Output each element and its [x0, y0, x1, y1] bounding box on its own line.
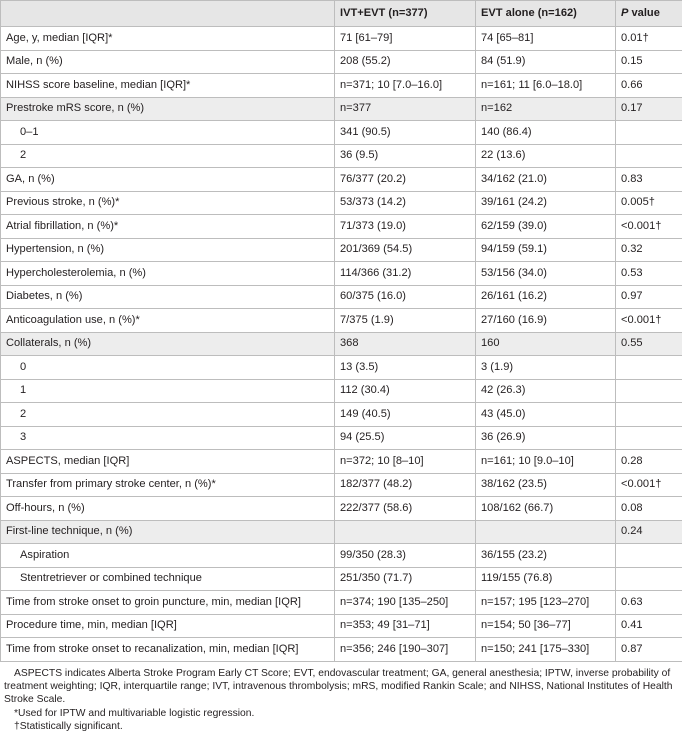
ivt-evt-value: 368	[335, 332, 476, 356]
header-evt-alone: EVT alone (n=162)	[476, 1, 616, 27]
evt-alone-value: n=157; 195 [123–270]	[476, 591, 616, 615]
row-label: Age, y, median [IQR]*	[1, 27, 335, 51]
table-row	[1, 121, 682, 145]
table-row	[1, 403, 682, 427]
ivt-evt-value: 7/375 (1.9)	[335, 309, 476, 333]
header-p-value	[616, 1, 682, 27]
p-value: 0.08	[616, 497, 682, 521]
row-label: Collaterals, n (%)	[1, 332, 335, 356]
table-row	[1, 497, 682, 521]
p-value	[616, 144, 682, 168]
row-label: Anticoagulation use, n (%)*	[1, 309, 335, 333]
p-value: 0.15	[616, 50, 682, 74]
row-label: 2	[1, 403, 335, 427]
row-label: Male, n (%)	[1, 50, 335, 74]
p-value: 0.41	[616, 614, 682, 638]
iptw-footnote: *Used for IPTW and multivariable logistic regression.	[4, 707, 678, 720]
row-label: Aspiration	[1, 544, 335, 568]
p-value: 0.32	[616, 238, 682, 262]
p-value	[616, 121, 682, 145]
p-value	[616, 403, 682, 427]
p-value: 0.01†	[616, 27, 682, 51]
row-label: 0–1	[1, 121, 335, 145]
row-label: 0	[1, 356, 335, 380]
evt-alone-value: 53/156 (34.0)	[476, 262, 616, 286]
evt-alone-value: n=154; 50 [36–77]	[476, 614, 616, 638]
ivt-evt-value: 13 (3.5)	[335, 356, 476, 380]
row-label: 3	[1, 426, 335, 450]
table-row	[1, 74, 682, 98]
row-label: Time from stroke onset to recanalization, min, median [IQR]	[1, 638, 335, 662]
ivt-evt-value: 251/350 (71.7)	[335, 567, 476, 591]
evt-alone-value: 160	[476, 332, 616, 356]
row-label: Diabetes, n (%)	[1, 285, 335, 309]
table-row	[1, 262, 682, 286]
evt-alone-value: n=162	[476, 97, 616, 121]
row-label: Time from stroke onset to groin puncture, min, median [IQR]	[1, 591, 335, 615]
p-value: 0.28	[616, 450, 682, 474]
p-value	[616, 356, 682, 380]
significance-footnote: †Statistically significant.	[4, 720, 678, 733]
p-value: 0.55	[616, 332, 682, 356]
table-row	[1, 544, 682, 568]
ivt-evt-value: n=353; 49 [31–71]	[335, 614, 476, 638]
table-row	[1, 473, 682, 497]
table-row	[1, 238, 682, 262]
table-header-row	[1, 1, 682, 27]
ivt-evt-value: 149 (40.5)	[335, 403, 476, 427]
table-row	[1, 27, 682, 51]
header-value-word: value	[632, 7, 660, 19]
ivt-evt-value: 76/377 (20.2)	[335, 168, 476, 192]
ivt-evt-value: 201/369 (54.5)	[335, 238, 476, 262]
ivt-evt-value: 114/366 (31.2)	[335, 262, 476, 286]
row-label: Transfer from primary stroke center, n (%)*	[1, 473, 335, 497]
header-p-letter: P	[621, 7, 628, 19]
table-row	[1, 168, 682, 192]
evt-alone-value: 108/162 (66.7)	[476, 497, 616, 521]
row-label: NIHSS score baseline, median [IQR]*	[1, 74, 335, 98]
abbreviations-note: ASPECTS indicates Alberta Stroke Program Early CT Score; EVT, endovascular treatment; GA, general anesthesia; IPTW, inverse probability of treatment weighting; IQR, interquartile range; IVT, intravenous thrombolysis; mRS, modified Rankin Scale; and NIHSS, National Institutes of Health Stroke Scale.	[4, 667, 678, 707]
table-row	[1, 332, 682, 356]
evt-alone-value: 119/155 (76.8)	[476, 567, 616, 591]
ivt-evt-value: n=377	[335, 97, 476, 121]
p-value: 0.66	[616, 74, 682, 98]
row-label: ASPECTS, median [IQR]	[1, 450, 335, 474]
row-label: Off-hours, n (%)	[1, 497, 335, 521]
evt-alone-value: 34/162 (21.0)	[476, 168, 616, 192]
p-value	[616, 544, 682, 568]
evt-alone-value: n=150; 241 [175–330]	[476, 638, 616, 662]
table-footnotes	[0, 662, 682, 734]
p-value: <0.001†	[616, 473, 682, 497]
table-row	[1, 379, 682, 403]
row-label: 2	[1, 144, 335, 168]
ivt-evt-value: n=372; 10 [8–10]	[335, 450, 476, 474]
p-value: 0.005†	[616, 191, 682, 215]
p-value	[616, 567, 682, 591]
table-row	[1, 426, 682, 450]
row-label: Hypertension, n (%)	[1, 238, 335, 262]
evt-alone-value: 26/161 (16.2)	[476, 285, 616, 309]
p-value: 0.17	[616, 97, 682, 121]
header-ivt-evt: IVT+EVT (n=377)	[335, 1, 476, 27]
table-row	[1, 144, 682, 168]
table-body	[1, 27, 682, 662]
row-label: GA, n (%)	[1, 168, 335, 192]
ivt-evt-value: 208 (55.2)	[335, 50, 476, 74]
evt-alone-value: 27/160 (16.9)	[476, 309, 616, 333]
ivt-evt-value: 341 (90.5)	[335, 121, 476, 145]
evt-alone-value: 22 (13.6)	[476, 144, 616, 168]
evt-alone-value: 39/161 (24.2)	[476, 191, 616, 215]
table-row	[1, 520, 682, 544]
p-value: 0.24	[616, 520, 682, 544]
p-value: 0.53	[616, 262, 682, 286]
table-row	[1, 309, 682, 333]
table-row	[1, 285, 682, 309]
ivt-evt-value: n=356; 246 [190–307]	[335, 638, 476, 662]
table-row	[1, 97, 682, 121]
p-value: 0.83	[616, 168, 682, 192]
evt-alone-value: 62/159 (39.0)	[476, 215, 616, 239]
ivt-evt-value: 222/377 (58.6)	[335, 497, 476, 521]
evt-alone-value: 43 (45.0)	[476, 403, 616, 427]
evt-alone-value: 36/155 (23.2)	[476, 544, 616, 568]
p-value: <0.001†	[616, 309, 682, 333]
evt-alone-value: 42 (26.3)	[476, 379, 616, 403]
row-label: Hypercholesterolemia, n (%)	[1, 262, 335, 286]
ivt-evt-value: 94 (25.5)	[335, 426, 476, 450]
ivt-evt-value: 53/373 (14.2)	[335, 191, 476, 215]
ivt-evt-value: n=374; 190 [135–250]	[335, 591, 476, 615]
ivt-evt-value	[335, 520, 476, 544]
p-value	[616, 426, 682, 450]
row-label: Atrial fibrillation, n (%)*	[1, 215, 335, 239]
p-value: 0.97	[616, 285, 682, 309]
evt-alone-value: 36 (26.9)	[476, 426, 616, 450]
table-row	[1, 591, 682, 615]
table-row	[1, 450, 682, 474]
ivt-evt-value: 182/377 (48.2)	[335, 473, 476, 497]
ivt-evt-value: 36 (9.5)	[335, 144, 476, 168]
ivt-evt-value: 99/350 (28.3)	[335, 544, 476, 568]
p-value	[616, 379, 682, 403]
evt-alone-value: 74 [65–81]	[476, 27, 616, 51]
evt-alone-value: n=161; 11 [6.0–18.0]	[476, 74, 616, 98]
row-label: First-line technique, n (%)	[1, 520, 335, 544]
ivt-evt-value: n=371; 10 [7.0–16.0]	[335, 74, 476, 98]
evt-alone-value: 84 (51.9)	[476, 50, 616, 74]
table-row	[1, 50, 682, 74]
header-characteristic	[1, 1, 335, 27]
table-row	[1, 567, 682, 591]
row-label: Stentretriever or combined technique	[1, 567, 335, 591]
table-row	[1, 191, 682, 215]
row-label: Prestroke mRS score, n (%)	[1, 97, 335, 121]
evt-alone-value: 38/162 (23.5)	[476, 473, 616, 497]
evt-alone-value: 3 (1.9)	[476, 356, 616, 380]
p-value: 0.87	[616, 638, 682, 662]
p-value: 0.63	[616, 591, 682, 615]
evt-alone-value: n=161; 10 [9.0–10]	[476, 450, 616, 474]
table-row	[1, 215, 682, 239]
ivt-evt-value: 112 (30.4)	[335, 379, 476, 403]
ivt-evt-value: 71 [61–79]	[335, 27, 476, 51]
row-label: Previous stroke, n (%)*	[1, 191, 335, 215]
row-label: 1	[1, 379, 335, 403]
table-row	[1, 356, 682, 380]
p-value: <0.001†	[616, 215, 682, 239]
row-label: Procedure time, min, median [IQR]	[1, 614, 335, 638]
table-row	[1, 614, 682, 638]
ivt-evt-value: 71/373 (19.0)	[335, 215, 476, 239]
evt-alone-value: 94/159 (59.1)	[476, 238, 616, 262]
ivt-evt-value: 60/375 (16.0)	[335, 285, 476, 309]
table-row	[1, 638, 682, 662]
evt-alone-value: 140 (86.4)	[476, 121, 616, 145]
evt-alone-value	[476, 520, 616, 544]
